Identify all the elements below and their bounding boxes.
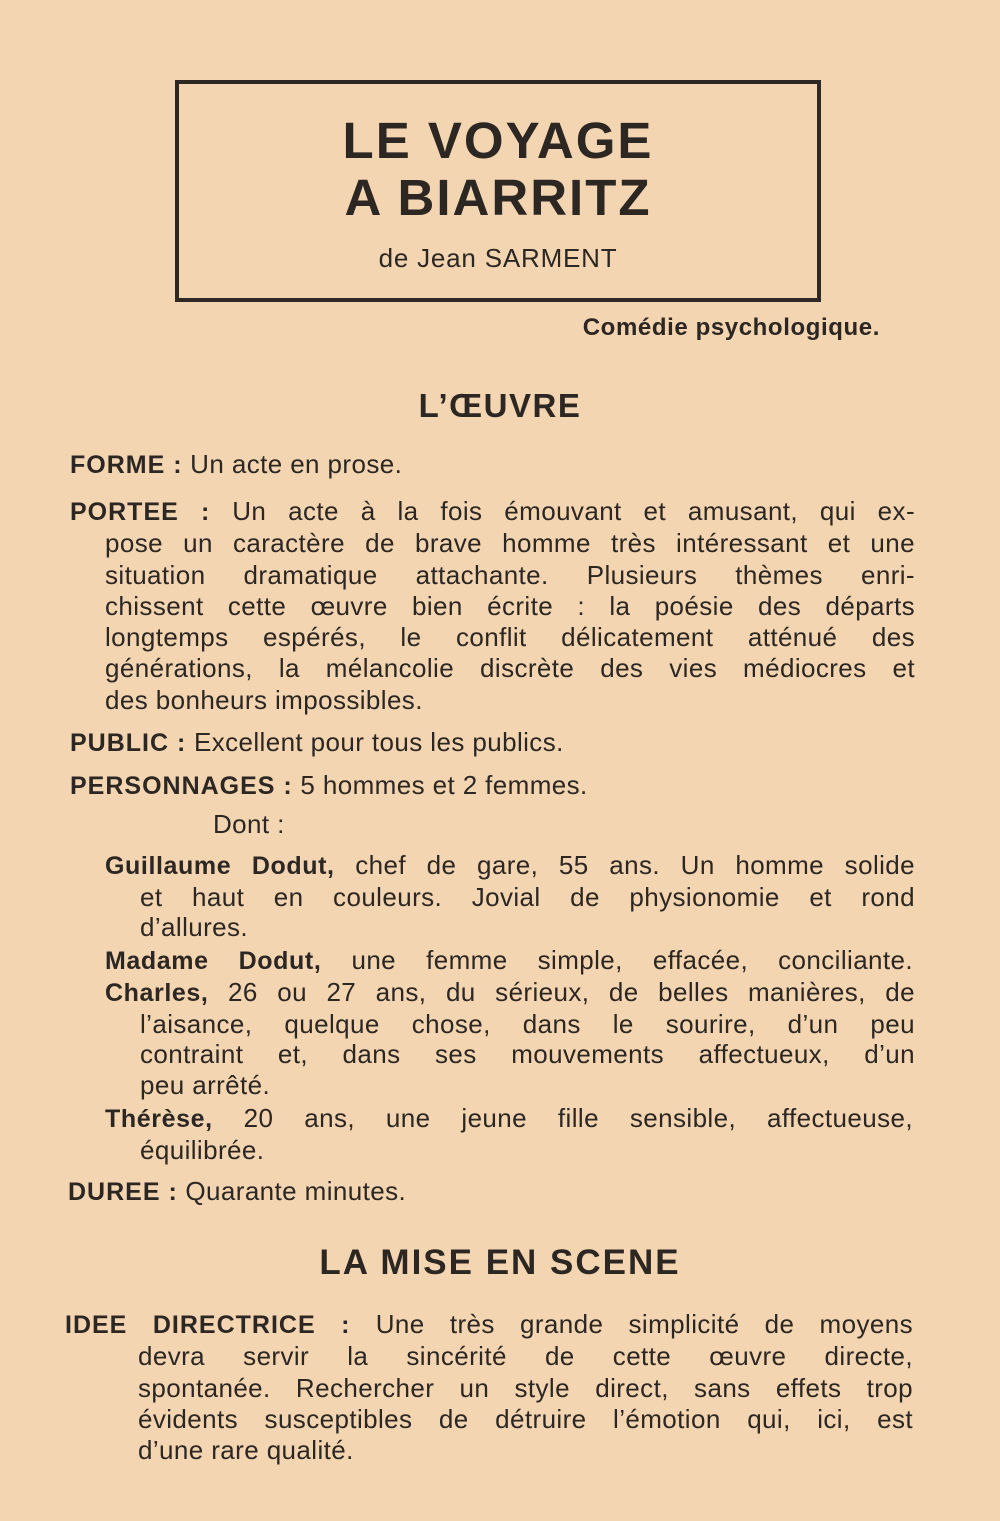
character-entry-therese [105,1103,913,1165]
character-text: chef de gare, 55 ans. Un homme solide [355,850,916,880]
idee-line [65,1309,913,1341]
portee-line: pose un caractère de brave homme très intéressant et une [105,528,915,559]
character-line [105,945,913,977]
idee-directrice-label: IDEE DIRECTRICE : [65,1311,351,1339]
personnages-text: 5 hommes et 2 femmes. [300,770,588,800]
public-line [70,727,564,759]
public-text: Excellent pour tous les publics. [193,727,564,757]
character-name: Madame Dodut, [105,947,322,975]
portee-line: des bonheurs impossibles. [105,684,423,715]
portee-paragraph [70,496,915,716]
idee-line: spontanée. Rechercher un style direct, sans effets trop [138,1372,913,1403]
character-line: peu arrêté. [140,1069,271,1100]
character-line: l’aisance, quelque chose, dans le sourire, d’un peu [140,1008,915,1039]
idee-text: Une très grande simplicité de moyens [375,1309,913,1339]
public-label: PUBLIC : [70,729,187,757]
duree-label: DUREE : [68,1178,178,1206]
personnages-line [70,770,588,802]
character-line: contraint et, dans ses mouvements affectueux, d’un [140,1039,915,1070]
character-name: Thérèse, [105,1105,213,1133]
genre-label: Comédie psychologique. [582,314,880,341]
character-line: équilibrée. [140,1134,265,1165]
character-text: une femme simple, effacée, conciliante. [351,945,914,975]
idee-line: évidents susceptibles de détruire l’émotion qui, ici, est [138,1403,913,1434]
portee-line: chissent cette œuvre bien écrite : la poésie des départs [105,590,915,621]
character-text: 26 ou 27 ans, du sérieux, de belles manières, de [227,977,915,1007]
portee-line: longtemps espérés, le conflit délicatement atténué des [105,622,915,653]
character-entry-charles [105,977,915,1100]
section-heading-oeuvre: L’ŒUVRE [418,387,582,424]
forme-line [70,449,402,481]
portee-line [70,496,915,528]
forme-label: FORME : [70,451,183,479]
portee-line: situation dramatique attachante. Plusieurs thèmes enri- [105,559,915,590]
portee-line: générations, la mélancolie discrète des vies médiocres et [105,653,915,684]
author-line: de Jean SARMENT [378,243,618,273]
character-name: Guillaume Dodut, [105,852,335,880]
public-paragraph [70,727,564,759]
idee-directrice-paragraph [65,1309,913,1466]
idee-line: devra servir la sincérité de cette œuvre directe, [138,1341,913,1372]
personnages-label: PERSONNAGES : [70,772,293,800]
idee-line: d’une rare qualité. [138,1435,354,1466]
character-entry-guillaume [105,850,915,943]
play-title-line-2: A BIARRITZ [344,169,652,226]
portee-label: PORTEE : [70,498,211,526]
character-line: d’allures. [140,912,249,943]
character-entry-madame [105,945,913,977]
personnages-paragraph [70,770,588,802]
character-line [105,977,915,1009]
duree-line [68,1176,406,1208]
character-name: Charles, [105,979,209,1007]
play-title-line-1: LE VOYAGE [342,112,654,169]
title-box [175,80,821,302]
character-line [105,1103,913,1135]
dont-label: Dont : [213,809,285,839]
forme-text: Un acte en prose. [190,449,403,479]
character-text: 20 ans, une jeune fille sensible, affectueuse, [243,1103,914,1133]
character-line: et haut en couleurs. Jovial de physionomie et rond [140,881,915,912]
portee-text: Un acte à la fois émouvant et amusant, qui ex- [232,496,916,526]
duree-text: Quarante minutes. [185,1176,407,1206]
section-heading-mise-en-scene: LA MISE EN SCENE [319,1243,681,1282]
forme-paragraph [70,449,402,481]
character-line [105,850,915,882]
duree-paragraph [68,1176,406,1208]
